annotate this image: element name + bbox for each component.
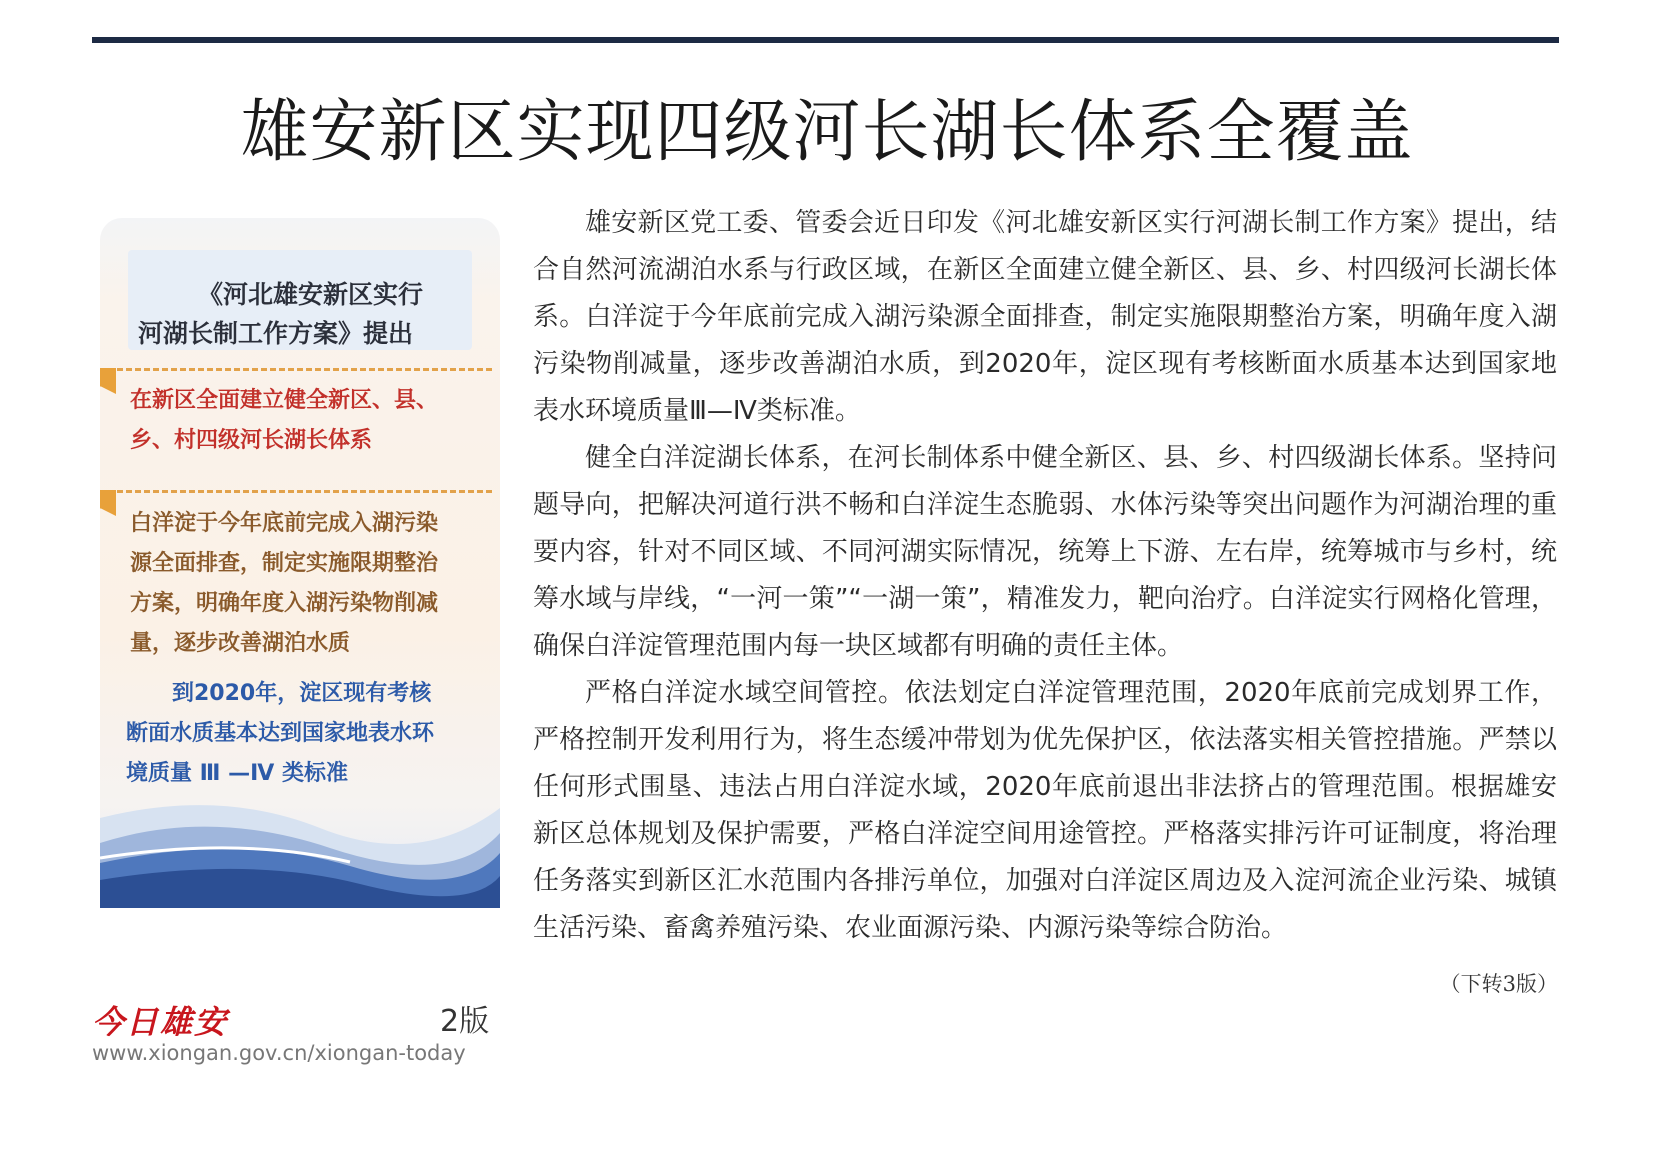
water-waves-graphic xyxy=(100,748,500,908)
newspaper-logo: 今日雄安 xyxy=(92,1003,229,1041)
item2-line: 方案，明确年度入湖污染物削减 xyxy=(130,591,439,616)
bookmark-tag-icon xyxy=(100,368,116,394)
infographic-item-2 xyxy=(130,504,490,664)
item2-line: 量，逐步改善湖泊水质 xyxy=(130,631,351,656)
page-edition: 2版 xyxy=(440,1004,490,1039)
item2-line: 源全面排查，制定实施限期整治 xyxy=(130,551,439,576)
item1-line: 乡、村四级河长湖长体系 xyxy=(130,428,373,453)
article-body xyxy=(533,200,1557,952)
article-paragraph: 严格白洋淀水域空间管控。依法划定白洋淀管理范围，2020年底前完成划界工作，严格控制开发利用行为，将生态缓冲带划为优先保护区，依法落实相关管控措施。严禁以任何形式围垦、违法占用白洋淀水域，2020年底前退出非法挤占的管理范围。根据雄安新区总体规划及保护需要，严格白洋淀空间用途管控。严格落实排污许可证制度，将治理任务落实到新区汇水范围内各排污单位，加强对白洋淀区周边及入淀河流企业污染、城镇生活污染、畜禽养殖污染、农业面源污染、内源污染等综合防治。 xyxy=(533,678,1557,943)
infographic xyxy=(100,218,500,908)
infographic-item-1 xyxy=(130,381,490,461)
site-url: www.xiongan.gov.cn/xiongan-today xyxy=(92,1041,466,1065)
bookmark-tag-icon xyxy=(100,490,116,516)
infographic-header-line1: 《河北雄安新区实行 xyxy=(198,280,424,309)
divider xyxy=(108,368,492,371)
item1-line: 在新区全面建立健全新区、县、 xyxy=(130,388,439,413)
item3-line: 到2020年，淀区现有考核 xyxy=(172,681,432,706)
top-rule xyxy=(92,37,1559,43)
continued-note: （下转3版） xyxy=(1439,972,1558,996)
article-paragraph: 健全白洋淀湖长体系，在河长制体系中健全新区、县、乡、村四级湖长体系。坚持问题导向，把解决河道行洪不畅和白洋淀生态脆弱、水体污染等突出问题作为河湖治理的重要内容，针对不同区域、不同河湖实际情况，统筹上下游、左右岸，统筹城市与乡村，统筹水域与岸线，“一河一策”“一湖一策”，精准发力，靶向治疗。白洋淀实行网格化管理，确保白洋淀管理范围内每一块区域都有明确的责任主体。 xyxy=(533,443,1557,661)
item3-line: 境质量 Ⅲ —Ⅳ 类标准 xyxy=(126,761,348,786)
infographic-header-line2: 河湖长制工作方案》提出 xyxy=(138,319,414,348)
divider xyxy=(108,490,492,493)
item3-line: 断面水质基本达到国家地表水环 xyxy=(126,721,435,746)
headline: 雄安新区实现四级河长湖长体系全覆盖 xyxy=(240,93,1414,172)
article-paragraph: 雄安新区党工委、管委会近日印发《河北雄安新区实行河湖长制工作方案》提出，结合自然河流湖泊水系与行政区域，在新区全面建立健全新区、县、乡、村四级河长湖长体系。白洋淀于今年底前完成入湖污染源全面排查，制定实施限期整治方案，明确年度入湖污染物削减量，逐步改善湖泊水质，到2020年，淀区现有考核断面水质基本达到国家地表水环境质量Ⅲ—Ⅳ类标准。 xyxy=(533,208,1557,426)
item2-line: 白洋淀于今年底前完成入湖污染 xyxy=(130,511,439,536)
